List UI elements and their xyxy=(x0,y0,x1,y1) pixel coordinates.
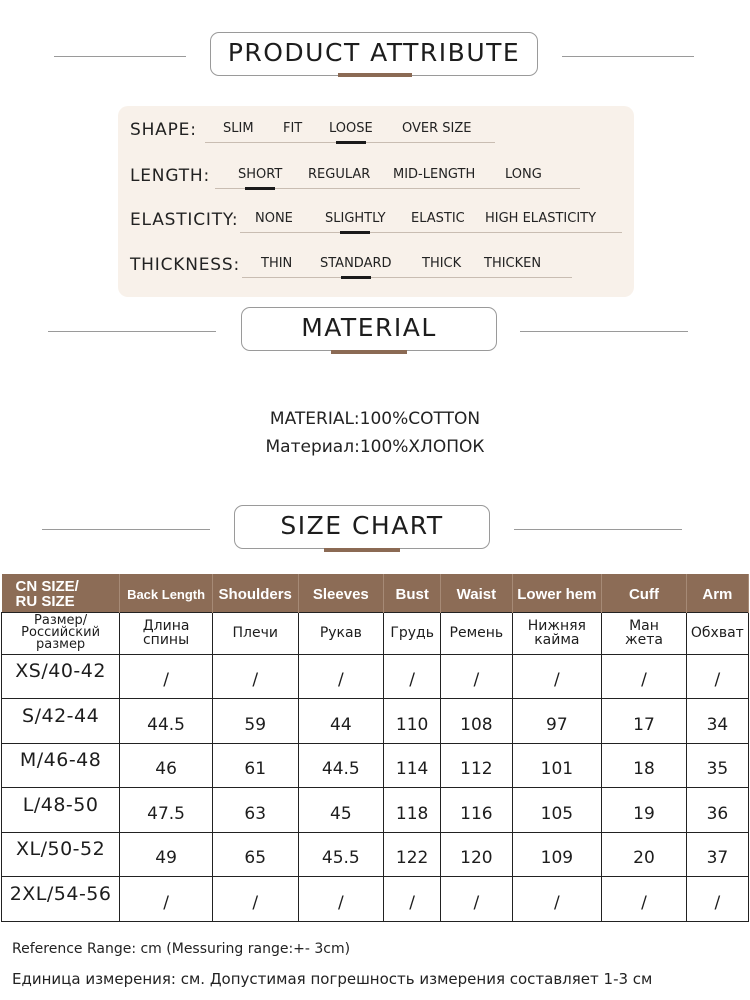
measurement-cell: / xyxy=(512,877,602,922)
measurement-cell: / xyxy=(441,877,512,922)
header-row-english xyxy=(2,574,749,612)
title-accent-bar xyxy=(324,548,400,552)
measurement-cell: 118 xyxy=(384,788,441,833)
attr-label-shape: SHAPE: xyxy=(130,120,197,140)
attr-option: LOOSE xyxy=(329,121,373,136)
size-label: 2XL/54-56 xyxy=(2,877,120,922)
attr-option: HIGH ELASTICITY xyxy=(485,211,597,226)
measurement-cell: 61 xyxy=(212,743,298,788)
measurement-cell: 45.5 xyxy=(298,832,384,877)
table-row xyxy=(2,877,749,922)
measurement-cell: 20 xyxy=(602,832,687,877)
attr-option: LONG xyxy=(505,167,542,182)
measurement-cell: 18 xyxy=(602,743,687,788)
attr-option: SHORT xyxy=(238,167,283,182)
attr-option: THIN xyxy=(261,256,293,271)
material-russian: Материал:100%ХЛОПОК xyxy=(265,437,485,457)
measurement-cell: / xyxy=(602,654,687,699)
col-header-ru: Размер/ Российский размер xyxy=(2,612,120,654)
size-label: M/46-48 xyxy=(2,743,120,788)
col-header: Lower hem xyxy=(512,574,602,612)
table-row xyxy=(2,699,749,744)
attr-label-length: LENGTH: xyxy=(130,166,210,186)
col-header-ru: Обхват xyxy=(686,612,748,654)
measurement-cell: / xyxy=(686,877,748,922)
size-chart-header xyxy=(0,505,750,555)
col-header: Sleeves xyxy=(298,574,384,612)
col-header: Back Length xyxy=(120,574,213,612)
measurement-cell: 44 xyxy=(298,699,384,744)
measurement-cell: / xyxy=(212,877,298,922)
attr-option: STANDARD xyxy=(320,256,392,271)
divider-left xyxy=(42,529,210,530)
col-header-ru: Длина спины xyxy=(120,612,213,654)
attr-label-thickness: THICKNESS: xyxy=(130,255,240,275)
divider-left xyxy=(54,56,186,57)
measurement-cell: 19 xyxy=(602,788,687,833)
measurement-cell: / xyxy=(212,654,298,699)
measurement-cell: 63 xyxy=(212,788,298,833)
measurement-cell: / xyxy=(686,654,748,699)
measurement-cell: / xyxy=(120,654,213,699)
measurement-cell: / xyxy=(512,654,602,699)
selected-option-marker xyxy=(245,187,275,190)
measurement-cell: 59 xyxy=(212,699,298,744)
size-label: XS/40-42 xyxy=(2,654,120,699)
reference-range-english: Reference Range: cm (Messuring range:+- 3cm) xyxy=(12,941,351,957)
measurement-cell: 122 xyxy=(384,832,441,877)
attr-option: REGULAR xyxy=(308,167,371,182)
measurement-cell: 65 xyxy=(212,832,298,877)
measurement-cell: 49 xyxy=(120,832,213,877)
measurement-cell: 44.5 xyxy=(298,743,384,788)
measurement-cell: / xyxy=(602,877,687,922)
measurement-cell: 109 xyxy=(512,832,602,877)
measurement-cell: 45 xyxy=(298,788,384,833)
table-row xyxy=(2,654,749,699)
header-row-russian xyxy=(2,612,749,654)
col-header-ru: Нижняя кайма xyxy=(512,612,602,654)
attr-option: FIT xyxy=(283,121,303,136)
measurement-cell: 35 xyxy=(686,743,748,788)
size-label: L/48-50 xyxy=(2,788,120,833)
measurement-cell: 37 xyxy=(686,832,748,877)
measurement-cell: 112 xyxy=(441,743,512,788)
divider-right xyxy=(514,529,682,530)
measurement-cell: 105 xyxy=(512,788,602,833)
table-row xyxy=(2,832,749,877)
divider-right xyxy=(562,56,694,57)
col-header-ru: Ремень xyxy=(441,612,512,654)
measurement-cell: / xyxy=(298,877,384,922)
measurement-cell: 34 xyxy=(686,699,748,744)
col-header: Bust xyxy=(384,574,441,612)
measurement-cell: / xyxy=(384,654,441,699)
selected-option-marker xyxy=(336,141,366,144)
attr-label-elasticity: ELASTICITY: xyxy=(130,210,239,230)
col-header: Waist xyxy=(441,574,512,612)
col-header: Arm xyxy=(686,574,748,612)
divider-right xyxy=(520,331,688,332)
divider-left xyxy=(48,331,216,332)
attr-option: ELASTIC xyxy=(411,211,465,226)
attr-underline xyxy=(240,232,622,233)
material-header xyxy=(0,307,750,357)
attr-option: SLIM xyxy=(223,121,254,136)
measurement-cell: 101 xyxy=(512,743,602,788)
measurement-cell: 44.5 xyxy=(120,699,213,744)
measurement-cell: 120 xyxy=(441,832,512,877)
reference-range-russian: Единица измерения: см. Допустимая погрешность измерения составляет 1-3 см xyxy=(12,970,653,988)
attr-option: OVER SIZE xyxy=(402,121,472,136)
col-header-ru: Ман жета xyxy=(602,612,687,654)
col-header: Shoulders xyxy=(212,574,298,612)
measurement-cell: / xyxy=(120,877,213,922)
table-row xyxy=(2,743,749,788)
selected-option-marker xyxy=(341,276,371,279)
section-title: SIZE CHART xyxy=(234,505,490,549)
section-title: PRODUCT ATTRIBUTE xyxy=(210,32,538,76)
measurement-cell: 36 xyxy=(686,788,748,833)
measurement-cell: 97 xyxy=(512,699,602,744)
section-title: MATERIAL xyxy=(241,307,497,351)
measurement-cell: 46 xyxy=(120,743,213,788)
title-accent-bar xyxy=(331,350,407,354)
measurement-cell: / xyxy=(298,654,384,699)
col-header: Cuff xyxy=(602,574,687,612)
attr-underline xyxy=(242,277,572,278)
measurement-cell: 114 xyxy=(384,743,441,788)
size-chart-table xyxy=(1,574,749,922)
measurement-cell: 108 xyxy=(441,699,512,744)
size-label: S/42-44 xyxy=(2,699,120,744)
col-header: CN SIZE/ RU SIZE xyxy=(2,574,120,612)
attr-option: SLIGHTLY xyxy=(325,211,386,226)
measurement-cell: 47.5 xyxy=(120,788,213,833)
measurement-cell: 110 xyxy=(384,699,441,744)
attr-option: THICK xyxy=(422,256,462,271)
attr-option: MID-LENGTH xyxy=(393,167,476,182)
attr-option: THICKEN xyxy=(484,256,542,271)
selected-option-marker xyxy=(340,231,370,234)
attr-option: NONE xyxy=(255,211,293,226)
title-accent-bar xyxy=(338,73,412,77)
measurement-cell: 17 xyxy=(602,699,687,744)
measurement-cell: / xyxy=(441,654,512,699)
measurement-cell: 116 xyxy=(441,788,512,833)
measurement-cell: / xyxy=(384,877,441,922)
size-label: XL/50-52 xyxy=(2,832,120,877)
col-header-ru: Плечи xyxy=(212,612,298,654)
col-header-ru: Рукав xyxy=(298,612,384,654)
table-row xyxy=(2,788,749,833)
product-attribute-header xyxy=(0,32,750,82)
col-header-ru: Грудь xyxy=(384,612,441,654)
material-english: MATERIAL:100%COTTON xyxy=(269,409,481,429)
